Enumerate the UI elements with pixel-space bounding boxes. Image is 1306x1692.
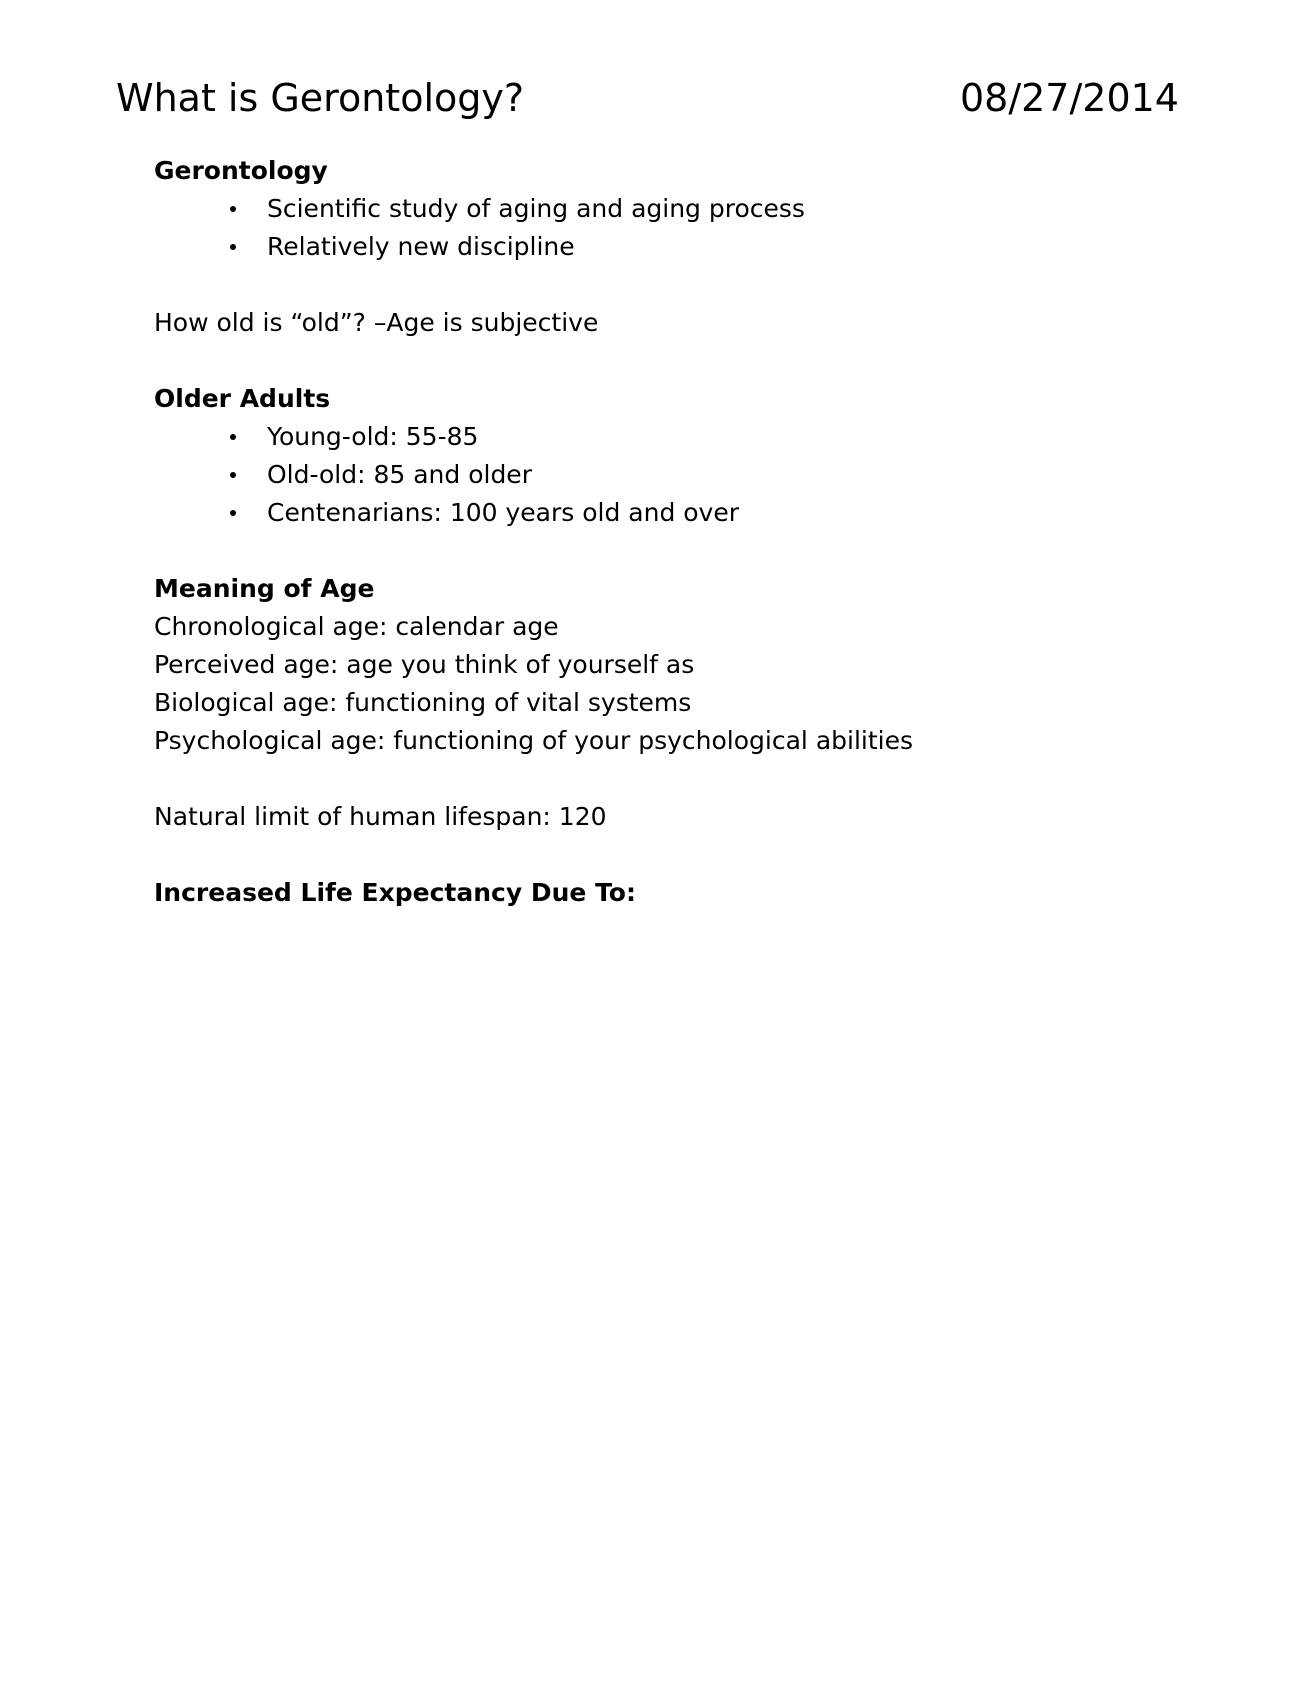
list-item-text: Centenarians: 100 years old and over bbox=[267, 498, 740, 527]
how-old-note: How old is “old”? –Age is subjective bbox=[154, 308, 599, 337]
spacer bbox=[154, 266, 1204, 304]
definition-line: Psychological age: functioning of your psychological abilities bbox=[154, 726, 913, 755]
bullet-icon bbox=[230, 206, 236, 212]
list-item-text: Scientific study of aging and aging process bbox=[267, 194, 805, 223]
bullet-icon bbox=[230, 510, 236, 516]
spacer bbox=[154, 836, 1204, 874]
notes-body bbox=[154, 152, 1204, 912]
definition-line: Chronological age: calendar age bbox=[154, 612, 559, 641]
bullet-icon bbox=[230, 472, 236, 478]
list-item bbox=[154, 190, 1204, 228]
spacer bbox=[154, 532, 1204, 570]
section-heading-gerontology: Gerontology bbox=[154, 156, 328, 185]
gerontology-bullet-list bbox=[154, 190, 1204, 266]
list-item bbox=[154, 456, 1204, 494]
list-item-text: Young-old: 55-85 bbox=[267, 422, 479, 451]
natural-limit-note: Natural limit of human lifespan: 120 bbox=[154, 802, 607, 831]
section-heading-meaning-of-age: Meaning of Age bbox=[154, 574, 375, 603]
section-heading-older-adults: Older Adults bbox=[154, 384, 331, 413]
page-date: 08/27/2014 bbox=[959, 76, 1179, 120]
list-item-text: Old-old: 85 and older bbox=[267, 460, 532, 489]
older-adults-bullet-list bbox=[154, 418, 1204, 532]
bullet-icon bbox=[230, 244, 236, 250]
section-heading-increased-life-expectancy: Increased Life Expectancy Due To: bbox=[154, 878, 636, 907]
definition-line: Perceived age: age you think of yourself as bbox=[154, 650, 695, 679]
list-item-text: Relatively new discipline bbox=[267, 232, 575, 261]
list-item bbox=[154, 228, 1204, 266]
definition-line: Biological age: functioning of vital systems bbox=[154, 688, 692, 717]
page-title: What is Gerontology? bbox=[116, 76, 525, 120]
bullet-icon bbox=[230, 434, 236, 440]
list-item bbox=[154, 494, 1204, 532]
spacer bbox=[154, 342, 1204, 380]
list-item bbox=[154, 418, 1204, 456]
spacer bbox=[154, 760, 1204, 798]
